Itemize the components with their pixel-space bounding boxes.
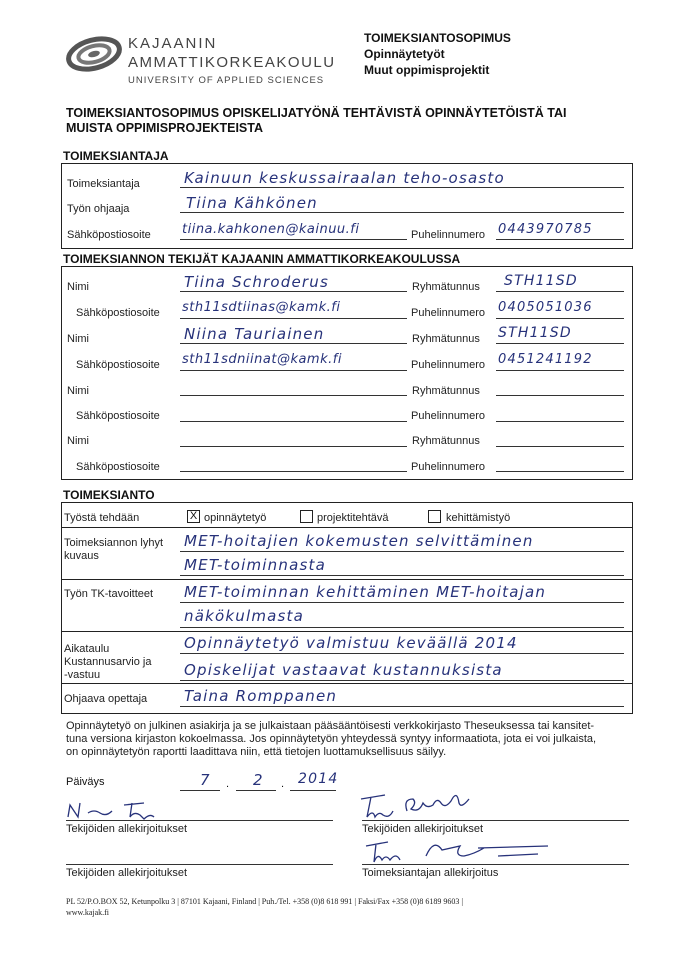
logo-swirl-icon [60, 30, 122, 80]
description-line-1[interactable]: MET-hoitajien kokemusten selvittäminen [184, 532, 534, 550]
goals-line-1[interactable]: MET-toiminnan kehittäminen MET-hoitajan [184, 583, 547, 601]
goals-label: Työn TK-tavoitteet [64, 588, 154, 600]
authors-signature-label-left: Tekijöiden allekirjoitukset [66, 823, 188, 835]
logo-line-3: UNIVERSITY OF APPLIED SCIENCES [128, 75, 325, 86]
client-label: Toimeksiantaja [67, 178, 140, 190]
client-signature [348, 836, 568, 866]
author-signature-right [355, 791, 495, 821]
work-type-label: Työstä tehdään [64, 512, 140, 524]
client-phone-label: Puhelinnumero [411, 229, 485, 241]
student-3-group-field[interactable] [496, 395, 624, 396]
student-3-email-label: Sähköpostiosoite [76, 410, 160, 422]
student-4-group-label: Ryhmätunnus [412, 435, 480, 447]
schedule-label-1: Aikataulu [64, 643, 110, 655]
student-1-email-field[interactable]: sth11sdtiinas@kamk.fi [182, 300, 341, 315]
client-field[interactable]: Kainuun keskussairaalan teho-osasto [184, 169, 505, 187]
checkbox-development[interactable] [428, 510, 441, 523]
description-label-1: Toimeksiannon lyhyt [64, 537, 164, 549]
description-label-2: kuvaus [64, 550, 99, 562]
student-2-phone-label: Puhelinnumero [411, 359, 485, 371]
section-heading-assignment: TOIMEKSIANTO [63, 488, 155, 502]
option-thesis-label: opinnäytetyö [204, 512, 267, 524]
option-project-task-label: projektitehtävä [317, 512, 389, 524]
option-development-label: kehittämistyö [446, 512, 511, 524]
student-2-phone-field[interactable]: 0451241192 [498, 352, 593, 367]
date-year-field[interactable]: 2014 [298, 771, 339, 787]
authors-signature-label-right: Tekijöiden allekirjoitukset [362, 823, 484, 835]
student-3-group-label: Ryhmätunnus [412, 385, 480, 397]
date-separator-2: . [281, 778, 285, 790]
student-4-email-field[interactable] [180, 471, 407, 472]
costs-field[interactable]: Opiskelijat vastaavat kustannuksista [184, 661, 503, 679]
student-1-name-label: Nimi [67, 281, 89, 293]
student-1-group-field[interactable]: STH11SD [504, 273, 578, 289]
student-3-email-field[interactable] [180, 421, 407, 422]
student-2-email-label: Sähköpostiosoite [76, 359, 160, 371]
date-label: Päiväys [66, 776, 105, 788]
supervisor-field[interactable]: Tiina Kähkönen [186, 194, 318, 212]
student-2-name-field[interactable]: Niina Tauriainen [184, 325, 325, 343]
student-3-name-field[interactable] [180, 395, 407, 396]
goals-line-2[interactable]: näkökulmasta [184, 607, 305, 625]
student-4-group-field[interactable] [496, 446, 624, 447]
schedule-label-2: Kustannusarvio ja [64, 656, 152, 668]
student-4-name-label: Nimi [67, 435, 89, 447]
client-signature-label: Toimeksiantajan allekirjoitus [362, 867, 499, 879]
teacher-field[interactable]: Taina Romppanen [184, 687, 338, 705]
student-1-group-label: Ryhmätunnus [412, 281, 480, 293]
publicity-notice-line-1: Opinnäytetyö on julkinen asiakirja ja se julkaistaan pääsääntöisesti verkkokirjasto Theseuksessa tai kansitet- [66, 720, 595, 732]
logo [60, 30, 336, 90]
section-heading-client: TOIMEKSIANTAJA [63, 149, 169, 163]
page-title-line-2: MUISTA OPPIMISPROJEKTEISTA [66, 121, 264, 135]
student-2-email-field[interactable]: sth11sdniinat@kamk.fi [182, 352, 342, 367]
publicity-notice-line-3: on opinnäytetyön raportti laadittava niin, että tietojen luottamuksellisuus säilyy. [66, 746, 447, 758]
doc-type-sub-1: Opinnäytetyöt [364, 47, 445, 61]
student-2-group-field[interactable]: STH11SD [498, 325, 572, 341]
student-4-name-field[interactable] [180, 446, 407, 447]
student-3-name-label: Nimi [67, 385, 89, 397]
teacher-label: Ohjaava opettaja [64, 693, 148, 705]
doc-type-sub-2: Muut oppimisprojektit [364, 63, 490, 77]
logo-line-2: AMMATTIKORKEAKOULU [128, 54, 336, 71]
section-heading-authors: TOIMEKSIANNON TEKIJÄT KAJAANIN AMMATTIKORKEAKOULUSSA [63, 252, 461, 266]
student-1-phone-label: Puhelinnumero [411, 307, 485, 319]
authors-box [61, 266, 633, 480]
authors-signature-label-bottom: Tekijöiden allekirjoitukset [66, 867, 188, 879]
checkbox-project-task[interactable] [300, 510, 313, 523]
checkbox-thesis[interactable]: X [187, 510, 200, 523]
description-line-2[interactable]: MET-toiminnasta [184, 556, 326, 574]
student-3-phone-field[interactable] [496, 421, 624, 422]
client-email-field[interactable]: tiina.kahkonen@kainuu.fi [182, 222, 360, 237]
student-4-email-label: Sähköpostiosoite [76, 461, 160, 473]
student-2-name-label: Nimi [67, 333, 89, 345]
student-2-group-label: Ryhmätunnus [412, 333, 480, 345]
schedule-label-3: -vastuu [64, 669, 101, 681]
client-phone-field[interactable]: 0443970785 [498, 222, 593, 237]
student-4-phone-field[interactable] [496, 471, 624, 472]
schedule-field[interactable]: Opinnäytetyö valmistuu keväällä 2014 [184, 634, 518, 652]
footer-address: PL 52/P.O.BOX 52, Ketunpolku 3 | 87101 Kajaani, Finland | Puh./Tel. +358 (0)8 618 991 | Faksi/Fax +358 (0)8 6189 9603 | [66, 897, 464, 906]
supervisor-label: Työn ohjaaja [67, 203, 130, 215]
student-3-phone-label: Puhelinnumero [411, 410, 485, 422]
publicity-notice-line-2: tuna versiona kirjaston kokoelmassa. Jos opinnäytetyön yhteydessä syntyy informaatiota, jota ei voi julkaista, [66, 733, 597, 745]
student-1-email-label: Sähköpostiosoite [76, 307, 160, 319]
student-1-name-field[interactable]: Tiina Schroderus [184, 273, 330, 291]
date-day-field[interactable]: 7 [200, 771, 211, 789]
date-month-field[interactable]: 2 [253, 771, 264, 789]
doc-type-title: TOIMEKSIANTOSOPIMUS [364, 31, 511, 45]
logo-line-1: KAJAANIN [128, 35, 218, 52]
student-1-phone-field[interactable]: 0405051036 [498, 300, 593, 315]
date-separator-1: . [226, 778, 230, 790]
student-4-phone-label: Puhelinnumero [411, 461, 485, 473]
footer-website: www.kajak.fi [66, 908, 110, 917]
client-email-label: Sähköpostiosoite [67, 229, 151, 241]
page-title-line-1: TOIMEKSIANTOSOPIMUS OPISKELIJATYÖNÄ TEHTÄVISTÄ OPINNÄYTETÖISTÄ TAI [66, 106, 567, 120]
